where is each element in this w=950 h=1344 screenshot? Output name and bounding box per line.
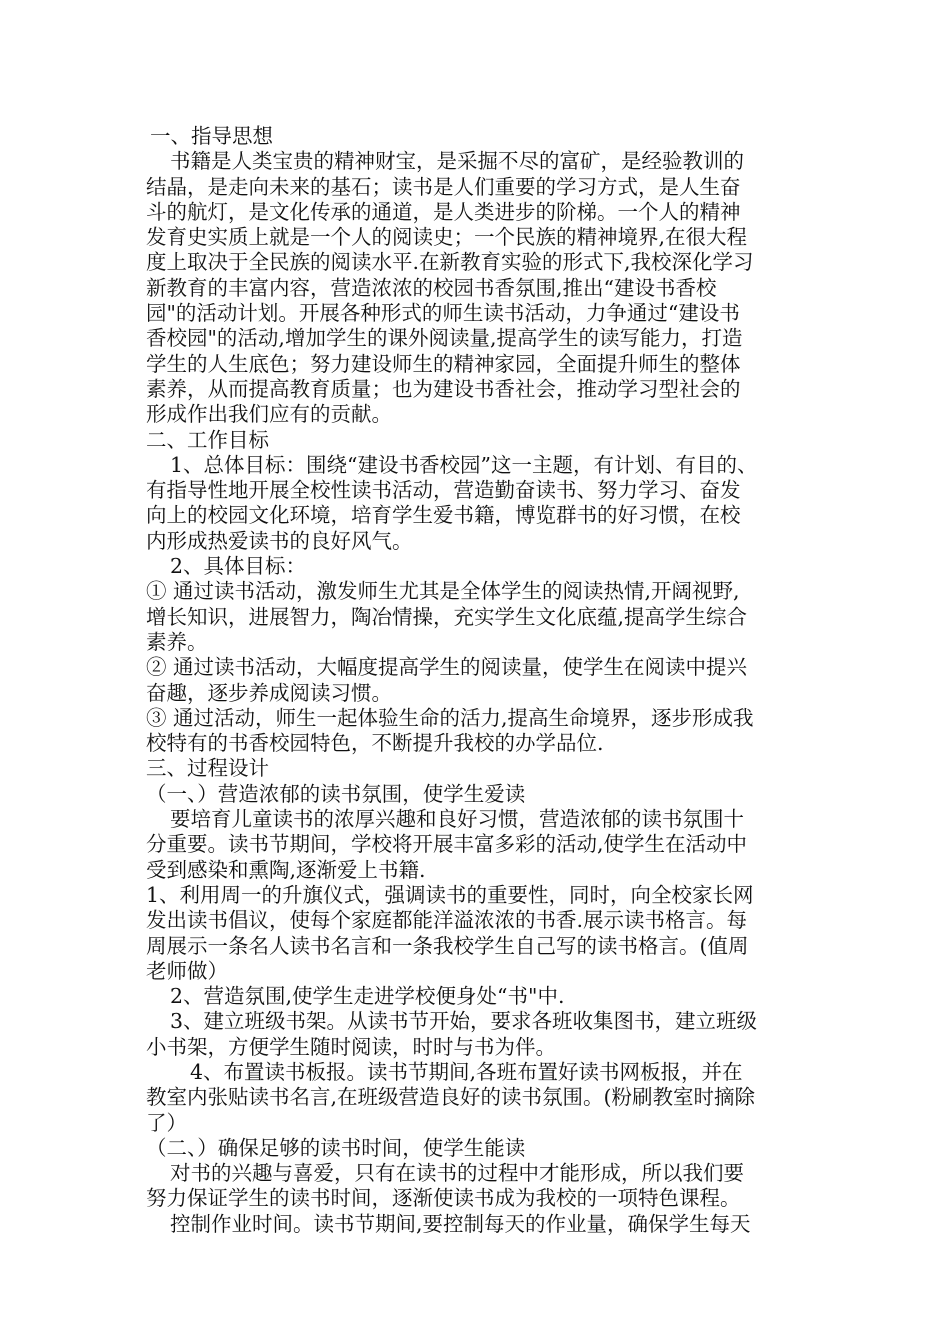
text-line: ② 通过读书活动，大幅度提高学生的阅读量，使学生在阅读中提兴 (146, 655, 748, 680)
text-line: 学生的人生底色；努力建设师生的精神家园，全面提升师生的整体 (146, 351, 741, 376)
text-line: 素养，从而提高教育质量；也为建设书香社会，推动学习型社会的 (146, 376, 741, 401)
text-line: 三、过程设计 (146, 756, 269, 781)
text-line: 2、具体目标： (170, 554, 307, 579)
text-line: 校特有的书香校园特色，不断提升我校的办学品位. (146, 731, 604, 756)
text-line: 向上的校园文化环境，培育学生爱书籍，博览群书的好习惯，在校 (146, 503, 741, 528)
text-line: 形成作出我们应有的贡献。 (146, 402, 392, 427)
text-line: 二、工作目标 (146, 427, 269, 452)
text-line: 1、利用周一的升旗仪式，强调读书的重要性，同时，向全校家长网 (146, 882, 754, 907)
document-body (146, 124, 826, 1237)
text-line: 有指导性地开展全校性读书活动，营造勤奋读书、努力学习、奋发 (146, 478, 741, 503)
text-line: 结晶，是走向未来的基石；读书是人们重要的学习方式，是人生奋 (146, 174, 741, 199)
text-line: 新教育的丰富内容，营造浓浓的校园书香氛围,推出“建设书香校 (146, 275, 717, 300)
text-line: 书籍是人类宝贵的精神财宝，是采掘不尽的富矿，是经验教训的 (170, 149, 744, 174)
text-line: 园"的活动计划。开展各种形式的师生读书活动，力争通过“建设书 (146, 301, 740, 326)
text-line: （二、）确保足够的读书时间，使学生能读 (146, 1135, 526, 1160)
text-line: ① 通过读书活动，激发师生尤其是全体学生的阅读热情,开阔视野, (146, 579, 740, 604)
text-line: 老师做） (146, 958, 228, 983)
text-line: 2、营造氛围,使学生走进学校便身处“书"中. (170, 984, 565, 1009)
text-line: ③ 通过活动，师生一起体验生命的活力,提高生命境界，逐步形成我 (146, 705, 754, 730)
text-line: 努力保证学生的读书时间，逐渐使读书成为我校的一项特色课程。 (146, 1186, 741, 1211)
text-line: 度上取决于全民族的阅读水平.在新教育实验的形式下,我校深化学习 (146, 250, 754, 275)
text-line: 奋趣，逐步养成阅读习惯。 (146, 680, 392, 705)
text-line: 要培育儿童读书的浓厚兴趣和良好习惯，营造浓郁的读书氛围十 (170, 807, 744, 832)
text-line: 受到感染和熏陶,逐渐爱上书籍. (146, 857, 426, 882)
text-line: 香校园"的活动,增加学生的课外阅读量,提高学生的读写能力，打造 (146, 326, 743, 351)
text-line: 3、建立班级书架。从读书节开始，要求各班收集图书，建立班级 (170, 1009, 758, 1034)
text-line: 小书架，方便学生随时阅读，时时与书为伴。 (146, 1034, 556, 1059)
text-line: 斗的航灯，是文化传承的通道，是人类进步的阶梯。一个人的精神 (146, 199, 741, 224)
text-line: 分重要。读书节期间，学校将开展丰富多彩的活动,使学生在活动中 (146, 832, 748, 857)
text-line: 一、指导思想 (150, 124, 273, 148)
text-line: 了） (146, 1110, 187, 1135)
text-line: 内形成热爱读书的良好风气。 (146, 528, 413, 553)
text-line: 发出读书倡议，使每个家庭都能洋溢浓浓的书香.展示读书格言。每 (146, 908, 748, 933)
text-line: 对书的兴趣与喜爱，只有在读书的过程中才能形成，所以我们要 (170, 1161, 744, 1186)
text-line: 教室内张贴读书名言,在班级营造良好的读书氛围。(粉刷教室时摘除 (146, 1085, 756, 1110)
text-line: 1、总体目标：围绕“建设书香校园”这一主题，有计划、有目的、 (170, 452, 758, 477)
text-line: 周展示一条名人读书名言和一条我校学生自己写的读书格言。(值周 (146, 933, 749, 958)
text-line: 控制作业时间。读书节期间,要控制每天的作业量，确保学生每天 (170, 1211, 751, 1236)
text-line: 素养。 (146, 629, 208, 654)
text-line: （一、）营造浓郁的读书氛围，使学生爱读 (146, 781, 526, 806)
text-line: 增长知识，进展智力，陶冶情操，充实学生文化底蕴,提高学生综合 (146, 604, 748, 629)
text-line: 发育史实质上就是一个人的阅读史；一个民族的精神境界,在很大程 (146, 225, 748, 250)
text-line: 4、布置读书板报。读书节期间,各班布置好读书网板报，并在 (190, 1059, 743, 1084)
